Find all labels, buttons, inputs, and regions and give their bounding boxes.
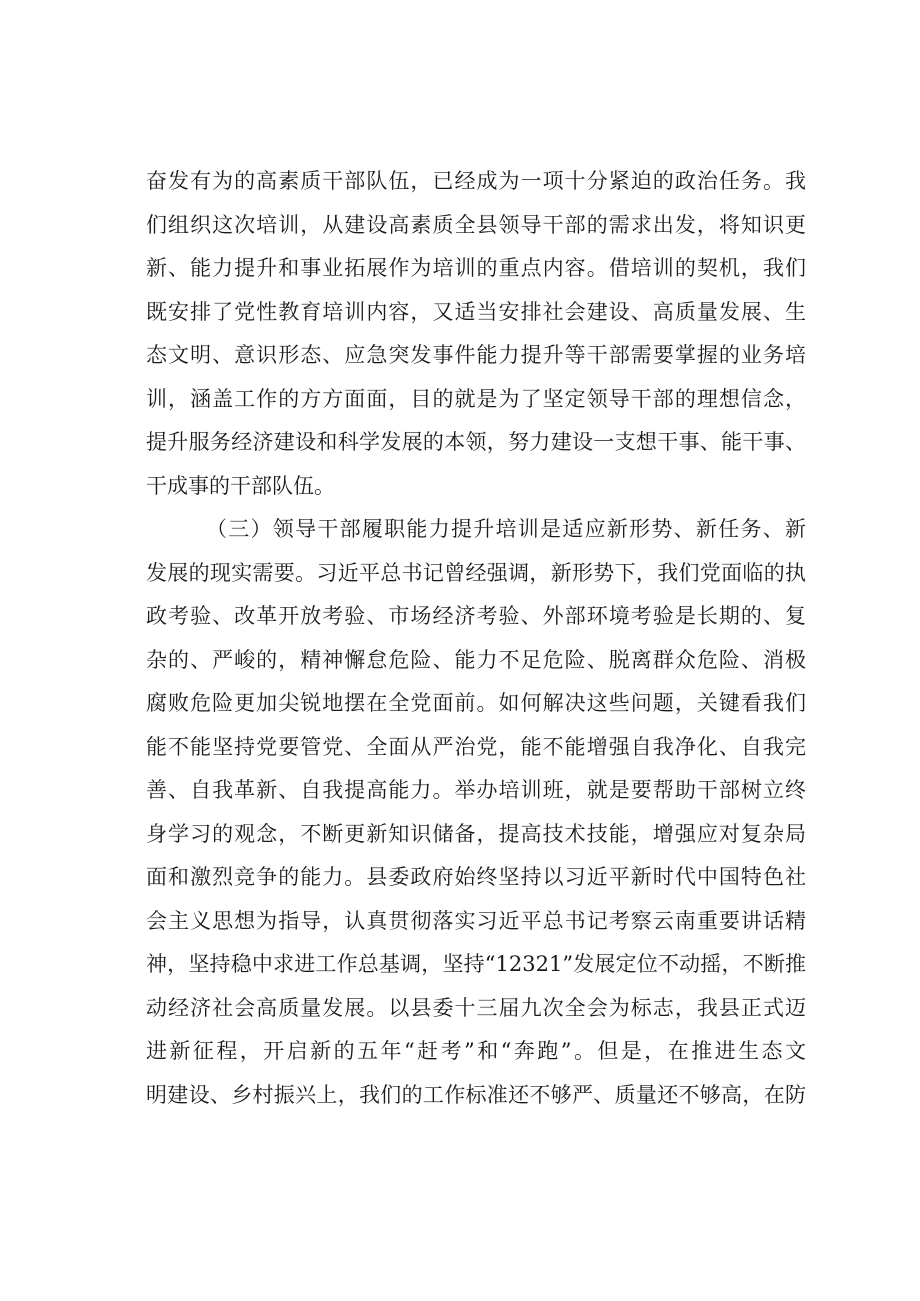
paragraph-line: 神，坚持稳中求进工作总基调，坚持“12321”发展定位不动摇，不断推	[146, 952, 806, 976]
paragraph-line: 明建设、乡村振兴上，我们的工作标准还不够严、质量还不够高，在防	[146, 1082, 806, 1107]
paragraph-line: 动经济社会高质量发展。以县委十三届九次全会为标志，我县正式迈	[146, 995, 806, 1020]
paragraph-line: 杂的、严峻的，精神懈怠危险、能力不足危险、脱离群众危险、消极	[146, 647, 806, 672]
paragraph-line: 新、能力提升和事业拓展作为培训的重点内容。借培训的契机，我们	[146, 256, 806, 280]
paragraph-line: 身学习的观念，不断更新知识储备，提高技术技能，增强应对复杂局	[146, 821, 806, 846]
paragraph-line: 们组织这次培训，从建设高素质全县领导干部的需求出发，将知识更	[146, 212, 806, 237]
paragraph-line: 既安排了党性教育培训内容，又适当安排社会建设、高质量发展、生	[146, 299, 806, 324]
paragraph-line: 奋发有为的高素质干部队伍，已经成为一项十分紧迫的政治任务。我	[146, 169, 806, 193]
paragraph-line: 发展的现实需要。习近平总书记曾经强调，新形势下，我们党面临的执	[146, 560, 806, 585]
paragraph-line: 腐败危险更加尖锐地摆在全党面前。如何解决这些问题，关键看我们	[146, 691, 806, 715]
paragraph-line: 能不能坚持党要管党、全面从严治党，能不能增强自我净化、自我完	[146, 734, 806, 759]
section-heading-line: （三）领导干部履职能力提升培训是适应新形势、新任务、新	[206, 517, 806, 541]
paragraph-line: 态文明、意识形态、应急突发事件能力提升等干部需要掌握的业务培	[146, 343, 806, 367]
paragraph-line: 面和激烈竞争的能力。县委政府始终坚持以习近平新时代中国特色社	[146, 865, 806, 889]
document-body	[146, 160, 806, 1117]
paragraph-line: 会主义思想为指导，认真贯彻落实习近平总书记考察云南重要讲话精	[146, 908, 806, 933]
paragraph-line: 提升服务经济建设和科学发展的本领，努力建设一支想干事、能干事、	[146, 430, 806, 454]
paragraph-line: 进新征程，开启新的五年“赶考”和“奔跑”。但是，在推进生态文	[146, 1039, 806, 1063]
paragraph-2	[146, 508, 806, 1117]
paragraph-1	[146, 160, 806, 508]
paragraph-line: 训，涵盖工作的方方面面，目的就是为了坚定领导干部的理想信念，	[146, 386, 806, 411]
paragraph-line: 政考验、改革开放考验、市场经济考验、外部环境考验是长期的、复	[146, 604, 806, 628]
paragraph-line: 善、自我革新、自我提高能力。举办培训班，就是要帮助干部树立终	[146, 778, 806, 802]
paragraph-line: 干成事的干部队伍。	[146, 473, 335, 498]
